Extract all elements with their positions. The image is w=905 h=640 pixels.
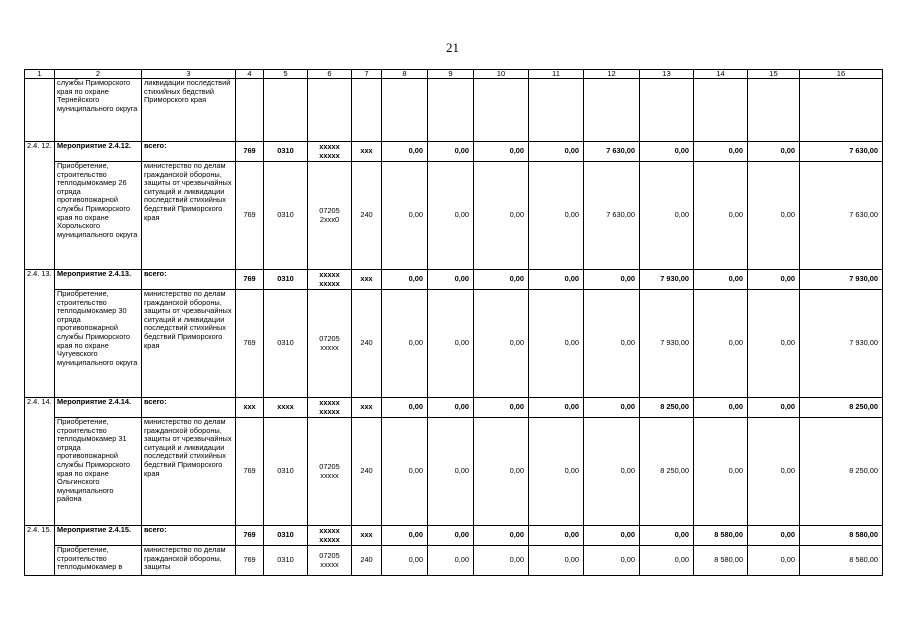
cell-empty [800,79,883,142]
amount-14: 0,00 [694,142,748,162]
amount-10: 0,00 [474,546,529,576]
measure-detail-row [25,290,883,398]
column-number-5: 5 [264,70,308,79]
measure-total-row [25,142,883,162]
cell-empty [264,79,308,142]
amount-9: 0,00 [428,526,474,546]
amount-11: 0,00 [529,142,584,162]
measure-title: Мероприятие 2.4.13. [55,270,142,290]
amount-14: 0,00 [694,290,748,398]
target-article-code: 07205 xxxxx [308,290,352,398]
measure-description: Приобретение, строительство теплодымокамер 26 отряда противопожарной службы Приморского края по охране Хорольского муниципального округа [55,162,142,270]
cell-empty [474,79,529,142]
total-label: всего: [142,270,236,290]
amount-15: 0,00 [748,290,800,398]
amount-12: 0,00 [584,526,640,546]
amount-9: 0,00 [428,418,474,526]
amount-15: 0,00 [748,162,800,270]
amount-12: 0,00 [584,290,640,398]
amount-11: 0,00 [529,526,584,546]
amount-8: 0,00 [382,546,428,576]
total-label: всего: [142,526,236,546]
cell-empty [584,79,640,142]
expense-type-code: 240 [352,162,382,270]
admin-code: 769 [236,546,264,576]
amount-12: 7 630,00 [584,162,640,270]
amount-13: 0,00 [640,526,694,546]
cell-number [25,79,55,142]
amount-14: 0,00 [694,270,748,290]
column-number-11: 11 [529,70,584,79]
amount-12: 0,00 [584,546,640,576]
cell-empty [352,79,382,142]
amount-16: 7 630,00 [800,162,883,270]
amount-12: 0,00 [584,398,640,418]
target-article-code: 07205 2xxx0 [308,162,352,270]
total-label: всего: [142,142,236,162]
responsible-executor: министерство по делам гражданской обороны, защиты от чрезвычайных ситуаций и ликвидации последствий стихийных бедствий Приморского края [142,162,236,270]
cell-empty [236,79,264,142]
amount-11: 0,00 [529,270,584,290]
expense-type-code: xxx [352,142,382,162]
amount-13: 8 250,00 [640,398,694,418]
amount-13: 7 930,00 [640,270,694,290]
amount-15: 0,00 [748,142,800,162]
amount-8: 0,00 [382,270,428,290]
amount-9: 0,00 [428,546,474,576]
target-article-code: 07205 xxxxx [308,546,352,576]
admin-code: 769 [236,418,264,526]
cell-empty [529,79,584,142]
measure-number: 2.4. 12. [25,142,55,270]
column-number-9: 9 [428,70,474,79]
cell-empty [694,79,748,142]
section-code: 0310 [264,142,308,162]
amount-10: 0,00 [474,418,529,526]
section-code: 0310 [264,526,308,546]
carry-over-executor: ликвидации последствий стихийных бедствий Приморского края [142,79,236,142]
amount-13: 7 930,00 [640,290,694,398]
column-number-2: 2 [55,70,142,79]
column-number-4: 4 [236,70,264,79]
section-code: 0310 [264,546,308,576]
section-code: xxxx [264,398,308,418]
amount-9: 0,00 [428,142,474,162]
target-article-code: xxxxx xxxxx [308,526,352,546]
column-number-6: 6 [308,70,352,79]
section-code: 0310 [264,290,308,398]
amount-11: 0,00 [529,290,584,398]
column-number-3: 3 [142,70,236,79]
cell-empty [382,79,428,142]
measure-total-row [25,398,883,418]
column-number-8: 8 [382,70,428,79]
amount-16: 8 250,00 [800,398,883,418]
total-label: всего: [142,398,236,418]
column-number-row [25,70,883,79]
cell-empty [748,79,800,142]
admin-code: 769 [236,162,264,270]
amount-14: 0,00 [694,418,748,526]
measure-detail-row [25,162,883,270]
amount-9: 0,00 [428,290,474,398]
amount-15: 0,00 [748,418,800,526]
amount-16: 8 580,00 [800,546,883,576]
column-number-14: 14 [694,70,748,79]
amount-10: 0,00 [474,162,529,270]
amount-11: 0,00 [529,162,584,270]
amount-10: 0,00 [474,526,529,546]
amount-12: 0,00 [584,270,640,290]
admin-code: 769 [236,290,264,398]
amount-8: 0,00 [382,142,428,162]
admin-code: xxx [236,398,264,418]
amount-16: 7 930,00 [800,270,883,290]
measure-total-row [25,526,883,546]
column-number-7: 7 [352,70,382,79]
carry-over-name: службы Приморского края по охране Тернейского муниципального округа [55,79,142,142]
admin-code: 769 [236,142,264,162]
expense-type-code: xxx [352,398,382,418]
amount-10: 0,00 [474,270,529,290]
target-article-code: xxxxx xxxxx [308,398,352,418]
target-article-code: 07205 xxxxx [308,418,352,526]
amount-14: 0,00 [694,162,748,270]
amount-14: 8 580,00 [694,526,748,546]
carry-over-row [25,79,883,142]
column-number-1: 1 [25,70,55,79]
amount-15: 0,00 [748,546,800,576]
measure-number: 2.4. 14. [25,398,55,526]
amount-14: 0,00 [694,398,748,418]
amount-16: 8 580,00 [800,526,883,546]
column-number-10: 10 [474,70,529,79]
measure-title: Мероприятие 2.4.15. [55,526,142,546]
amount-11: 0,00 [529,418,584,526]
amount-13: 0,00 [640,142,694,162]
amount-16: 7 930,00 [800,290,883,398]
section-code: 0310 [264,270,308,290]
expense-type-code: 240 [352,546,382,576]
amount-12: 0,00 [584,418,640,526]
measure-detail-row [25,546,883,576]
table-body [25,70,883,576]
amount-13: 8 250,00 [640,418,694,526]
column-number-13: 13 [640,70,694,79]
section-code: 0310 [264,162,308,270]
expense-type-code: xxx [352,270,382,290]
amount-8: 0,00 [382,526,428,546]
amount-11: 0,00 [529,546,584,576]
cell-empty [308,79,352,142]
amount-16: 7 630,00 [800,142,883,162]
budget-table [24,69,883,576]
amount-13: 0,00 [640,546,694,576]
measure-description: Приобретение, строительство теплодымокамер в [55,546,142,576]
section-code: 0310 [264,418,308,526]
amount-9: 0,00 [428,270,474,290]
amount-9: 0,00 [428,162,474,270]
column-number-12: 12 [584,70,640,79]
amount-8: 0,00 [382,418,428,526]
column-number-16: 16 [800,70,883,79]
responsible-executor: министерство по делам гражданской обороны, защиты [142,546,236,576]
measure-title: Мероприятие 2.4.14. [55,398,142,418]
admin-code: 769 [236,526,264,546]
amount-11: 0,00 [529,398,584,418]
cell-empty [640,79,694,142]
measure-total-row [25,270,883,290]
amount-16: 8 250,00 [800,418,883,526]
target-article-code: xxxxx xxxxx [308,142,352,162]
measure-description: Приобретение, строительство теплодымокамер 30 отряда противопожарной службы Приморского края по охране Чугуевского муниципального округа [55,290,142,398]
expense-type-code: xxx [352,526,382,546]
expense-type-code: 240 [352,418,382,526]
cell-empty [428,79,474,142]
measure-number: 2.4. 15. [25,526,55,576]
amount-10: 0,00 [474,290,529,398]
amount-14: 8 580,00 [694,546,748,576]
amount-8: 0,00 [382,290,428,398]
amount-8: 0,00 [382,398,428,418]
amount-10: 0,00 [474,398,529,418]
expense-type-code: 240 [352,290,382,398]
amount-15: 0,00 [748,270,800,290]
admin-code: 769 [236,270,264,290]
responsible-executor: министерство по делам гражданской обороны, защиты от чрезвычайных ситуаций и ликвидации последствий стихийных бедствий Приморского края [142,418,236,526]
measure-description: Приобретение, строительство теплодымокамер 31 отряда противопожарной службы Приморского края по охране Ольгинского муниципального района [55,418,142,526]
amount-15: 0,00 [748,398,800,418]
measure-detail-row [25,418,883,526]
amount-12: 7 630,00 [584,142,640,162]
target-article-code: xxxxx xxxxx [308,270,352,290]
amount-13: 0,00 [640,162,694,270]
measure-number: 2.4. 13. [25,270,55,398]
amount-10: 0,00 [474,142,529,162]
page-number: 21 [446,40,459,55]
amount-15: 0,00 [748,526,800,546]
responsible-executor: министерство по делам гражданской обороны, защиты от чрезвычайных ситуаций и ликвидации последствий стихийных бедствий Приморского края [142,290,236,398]
measure-title: Мероприятие 2.4.12. [55,142,142,162]
amount-8: 0,00 [382,162,428,270]
column-number-15: 15 [748,70,800,79]
amount-9: 0,00 [428,398,474,418]
